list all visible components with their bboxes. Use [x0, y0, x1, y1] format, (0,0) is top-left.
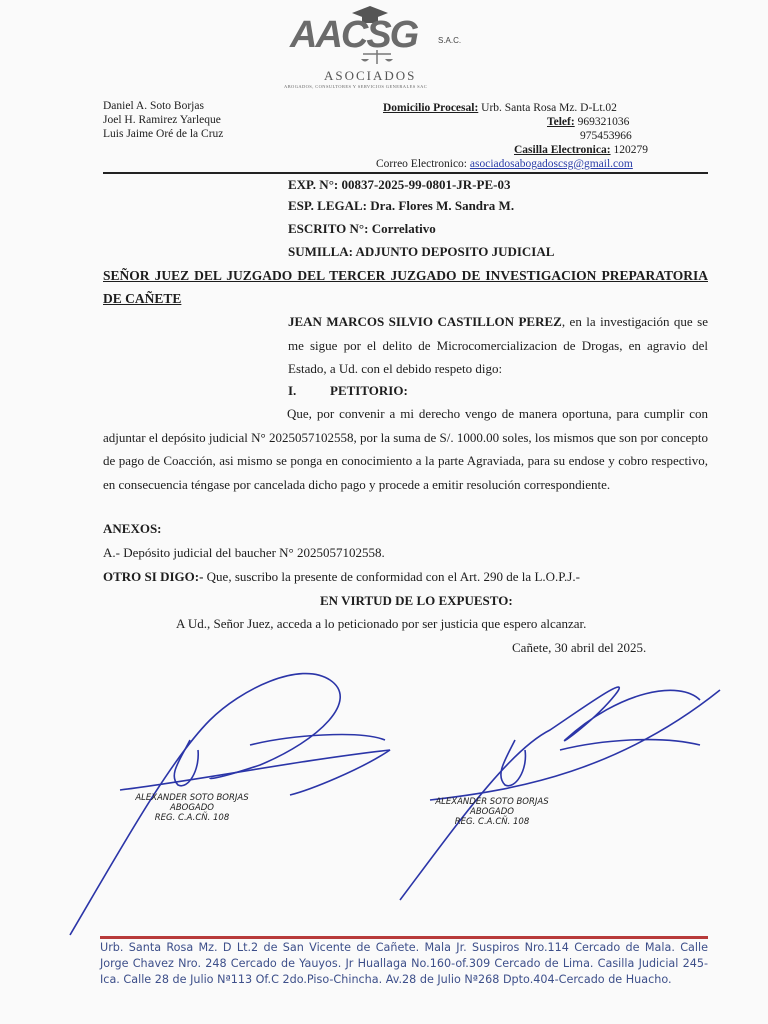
stamp-reg: REG. C.A.CÑ. 108 [154, 813, 230, 823]
virtud-heading: EN VIRTUD DE LO EXPUESTO: [320, 593, 513, 608]
especialista: ESP. LEGAL: Dra. Flores M. Sandra M. [288, 198, 515, 213]
email-link[interactable]: asociadosabogadoscsg@gmail.com [469, 158, 633, 170]
stamp-left [112, 793, 272, 823]
lawyer-name: Joel H. Ramirez Yarleque [103, 114, 221, 126]
logo-suffix: S.A.C. [438, 36, 462, 45]
logo-asociados: ASOCIADOS [324, 68, 417, 83]
stamp-right [412, 797, 572, 827]
anexo-item: A.- Depósito judicial del baucher N° 2025057102558. [103, 545, 385, 560]
sumilla: SUMILLA: ADJUNTO DEPOSITO JUDICIAL [288, 244, 555, 259]
stamp-reg: REG. C.A.CÑ. 108 [454, 817, 530, 827]
domicilio-line: Domicilio Procesal: Urb. Santa Rosa Mz. D-Lt.02 [383, 102, 617, 114]
header-divider [103, 172, 708, 174]
otrosi-line: OTRO SI DIGO:- Que, suscribo la presente de conformidad con el Art. 290 de la L.O.P.J.- [103, 569, 580, 584]
logo-subtitle: ABOGADOS, CONSULTORES Y SERVICIOS GENERALES SAC [284, 84, 428, 89]
stamp-role: ABOGADO [470, 807, 514, 817]
intro-paragraph: JEAN MARCOS SILVIO CASTILLON PEREZ, en la investigación que se me sigue por el delito de Microcomercializacion de Drogas, en agravio del Estado, a Ud. con el debido respeto digo: [288, 314, 708, 376]
petitioner-name: JEAN MARCOS SILVIO CASTILLON PEREZ [288, 314, 562, 329]
telefono-line: Telef: 969321036 [547, 116, 630, 128]
lawyers-list [103, 99, 223, 141]
anexos-title: ANEXOS: [103, 521, 162, 536]
footer-addresses: Urb. Santa Rosa Mz. D Lt.2 de San Vicente de Cañete. Mala Jr. Suspiros Nro.114 Cercado de Mala. Calle Jorge Chavez Nro. 248 Cercado de Yauyos. Jr Huallaga No.160-of.309 Cercado de Lima. Casilla Judicial 245-Ica. Calle 28 de Julio Nª113 Of.C 2do.Piso-Chincha. Av.28 de Julio Nª268 Dpto.404-Cercado de Huacho. [100, 941, 708, 986]
telefono-2: 975453966 [580, 130, 632, 142]
stamp-role: ABOGADO [170, 803, 214, 813]
lawyer-name: Luis Jaime Oré de la Cruz [103, 128, 224, 140]
petitorio-paragraph: Que, por convenir a mi derecho vengo de manera oportuna, para cumplir con adjuntar el depósito judicial N° 2025057102558, por la suma de S/. 1000.00 soles, los mismos que son por concepto de pago de Coacción, asi mismo se ponga en conocimiento a la parte Agraviada, para su endose y cobro respectivo, en consecuencia téngase por cancelada dicho pago y procede a emitir resolución correspondiente. [103, 406, 708, 492]
stamp-name: ALEXANDER SOTO BORJAS [135, 793, 249, 803]
lawyer-name: Daniel A. Soto Borjas [103, 100, 204, 112]
stamp-name: ALEXANDER SOTO BORJAS [435, 797, 549, 807]
signature-right [400, 687, 720, 900]
correo-line: Correo Electronico: asociadosabogadoscsg@gmail.com [376, 158, 633, 170]
date-line: Cañete, 30 abril del 2025. [512, 640, 647, 655]
addressee: SEÑOR JUEZ DEL JUZGADO DEL TERCER JUZGADO DE INVESTIGACION PREPARATORIA DE CAÑETE [103, 268, 708, 306]
casilla-line: Casilla Electronica: 120279 [514, 144, 648, 156]
closing-line: A Ud., Señor Juez, acceda a lo peticionado por ser justicia que espero alcanzar. [176, 616, 587, 631]
section-number: I. [288, 383, 297, 398]
section-title: PETITORIO: [330, 383, 408, 398]
firm-logo [284, 0, 490, 100]
footer-divider [100, 936, 708, 939]
escrito: ESCRITO N°: Correlativo [288, 221, 436, 236]
scales-of-justice-icon [360, 50, 394, 66]
expediente: EXP. N°: 00837-2025-99-0801-JR-PE-03 [288, 177, 511, 192]
logo-text: AACSG [290, 14, 418, 56]
